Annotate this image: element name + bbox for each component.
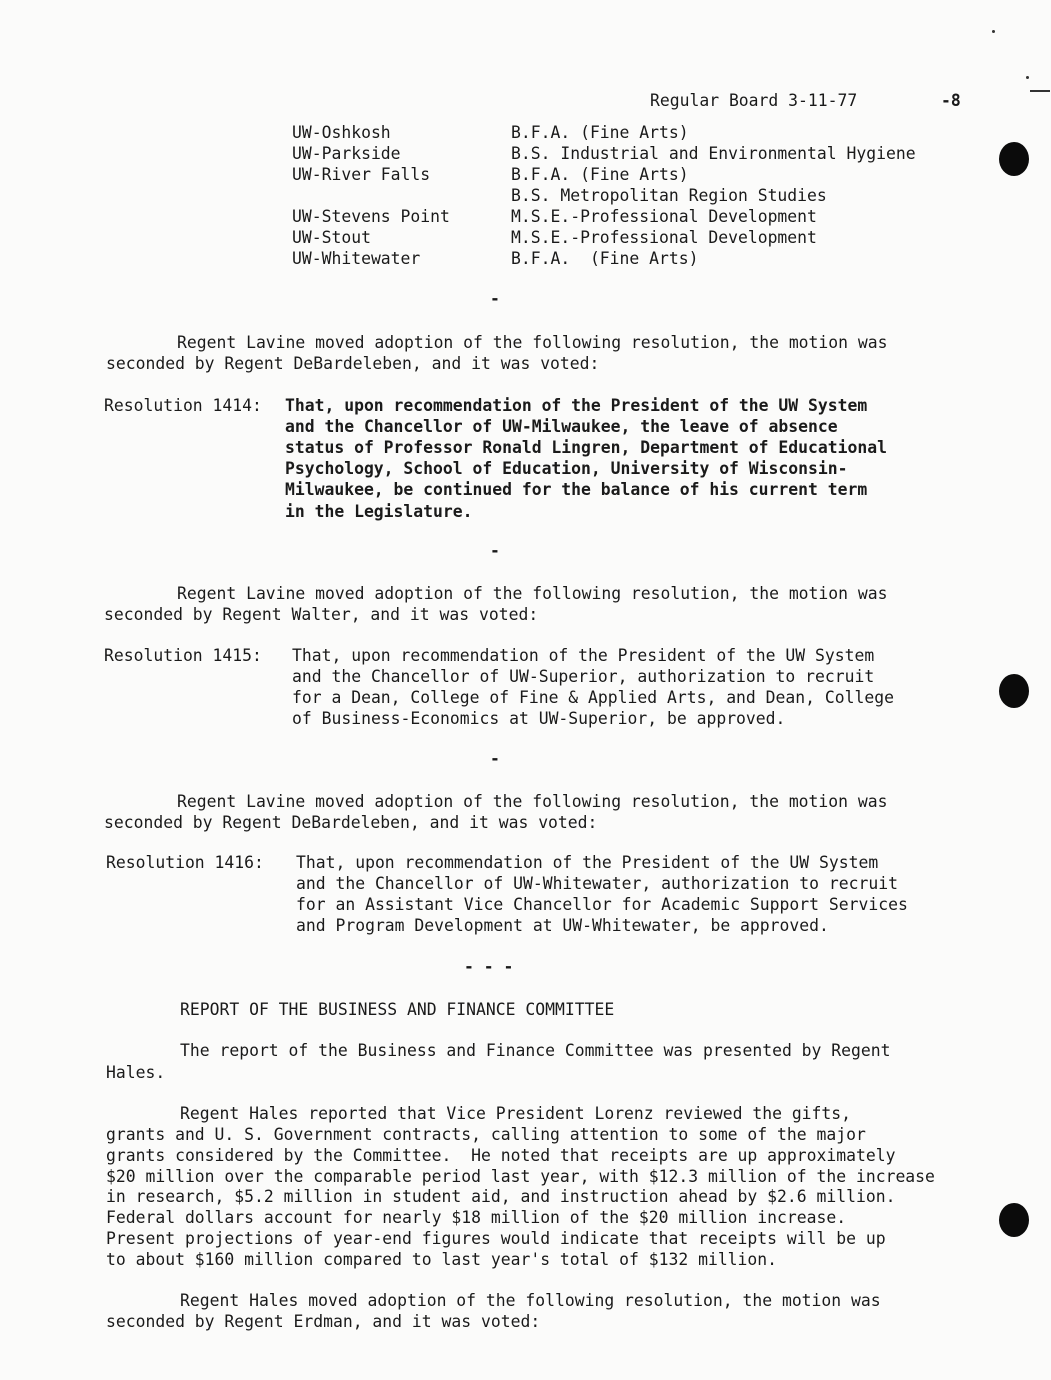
report-paragraph: $20 million over the comparable period last year, with $12.3 million of the increase <box>106 1167 935 1186</box>
resolution-text: That, upon recommendation of the President of the UW System <box>292 646 875 665</box>
report-paragraph: Regent Hales moved adoption of the following resolution, the motion was <box>180 1291 881 1310</box>
resolution-text: for an Assistant Vice Chancellor for Academic Support Services <box>296 895 908 914</box>
resolution-text: status of Professor Ronald Lingren, Department of Educational <box>285 438 887 457</box>
report-paragraph: The report of the Business and Finance Committee was presented by Regent <box>180 1041 891 1060</box>
report-paragraph: grants and U. S. Government contracts, calling attention to some of the major <box>106 1125 866 1144</box>
running-title: Regular Board 3-11-77 <box>650 91 858 110</box>
campus-name: UW-Oshkosh <box>292 123 391 142</box>
degree-name: B.F.A. (Fine Arts) <box>511 123 689 142</box>
degree-name: B.S. Metropolitan Region Studies <box>511 186 827 205</box>
scan-speck <box>992 30 995 33</box>
resolution-text: and Program Development at UW-Whitewater, be approved. <box>296 916 829 935</box>
resolution-text: in the Legislature. <box>285 502 473 521</box>
motion-intro: seconded by Regent DeBardeleben, and it was voted: <box>104 813 598 832</box>
report-paragraph: in research, $5.2 million in student aid, and instruction ahead by $2.6 million. <box>106 1187 896 1206</box>
section-separator: - <box>490 749 500 768</box>
resolution-text: and the Chancellor of UW-Milwaukee, the leave of absence <box>285 417 838 436</box>
report-paragraph: grants considered by the Committee. He noted that receipts are up approximately <box>106 1146 896 1165</box>
motion-intro: Regent Lavine moved adoption of the following resolution, the motion was <box>177 792 888 811</box>
page-number: -8 <box>941 91 961 110</box>
motion-intro: Regent Lavine moved adoption of the following resolution, the motion was <box>177 333 888 352</box>
resolution-text: and the Chancellor of UW-Whitewater, authorization to recruit <box>296 874 898 893</box>
campus-name: UW-Stout <box>292 228 371 247</box>
report-paragraph: Regent Hales reported that Vice President Lorenz reviewed the gifts, <box>180 1104 852 1123</box>
campus-name: UW-River Falls <box>292 165 431 184</box>
campus-name: UW-Parkside <box>292 144 401 163</box>
resolution-label: Resolution 1415: <box>104 646 262 665</box>
degree-name: B.F.A. (Fine Arts) <box>511 165 689 184</box>
motion-intro: seconded by Regent DeBardeleben, and it was voted: <box>106 354 600 373</box>
resolution-text: That, upon recommendation of the President of the UW System <box>296 853 879 872</box>
resolution-text: That, upon recommendation of the President of the UW System <box>285 396 868 415</box>
campus-name: UW-Stevens Point <box>292 207 450 226</box>
section-separator: - <box>490 289 500 308</box>
resolution-label: Resolution 1416: <box>106 853 264 872</box>
degree-name: B.F.A. (Fine Arts) <box>511 249 699 268</box>
degree-name: M.S.E.-Professional Development <box>511 228 817 247</box>
resolution-text: Psychology, School of Education, University of Wisconsin- <box>285 459 848 478</box>
section-heading: REPORT OF THE BUSINESS AND FINANCE COMMITTEE <box>180 1000 615 1019</box>
punch-hole <box>999 674 1029 708</box>
report-paragraph: Hales. <box>106 1063 166 1082</box>
resolution-text: and the Chancellor of UW-Superior, authorization to recruit <box>292 667 875 686</box>
scan-speck <box>1026 76 1029 79</box>
report-paragraph: Federal dollars account for nearly $18 million of the $20 million increase. <box>106 1208 847 1227</box>
resolution-text: for a Dean, College of Fine & Applied Arts, and Dean, College <box>292 688 894 707</box>
motion-intro: seconded by Regent Walter, and it was voted: <box>104 605 539 624</box>
campus-name: UW-Whitewater <box>292 249 421 268</box>
section-separator: - <box>490 541 500 560</box>
degree-name: M.S.E.-Professional Development <box>511 207 817 226</box>
motion-intro: Regent Lavine moved adoption of the following resolution, the motion was <box>177 584 888 603</box>
punch-hole <box>999 1203 1029 1237</box>
degree-name: B.S. Industrial and Environmental Hygiene <box>511 144 916 163</box>
report-paragraph: to about $160 million compared to last year's total of $132 million. <box>106 1250 778 1269</box>
resolution-label: Resolution 1414: <box>104 396 262 415</box>
section-separator: - - - <box>464 957 514 976</box>
scan-mark <box>1030 90 1050 92</box>
resolution-text: of Business-Economics at UW-Superior, be approved. <box>292 709 786 728</box>
report-paragraph: Present projections of year-end figures would indicate that receipts will be up <box>106 1229 886 1248</box>
report-paragraph: seconded by Regent Erdman, and it was voted: <box>106 1312 541 1331</box>
punch-hole <box>999 142 1029 176</box>
resolution-text: Milwaukee, be continued for the balance of his current term <box>285 480 868 499</box>
